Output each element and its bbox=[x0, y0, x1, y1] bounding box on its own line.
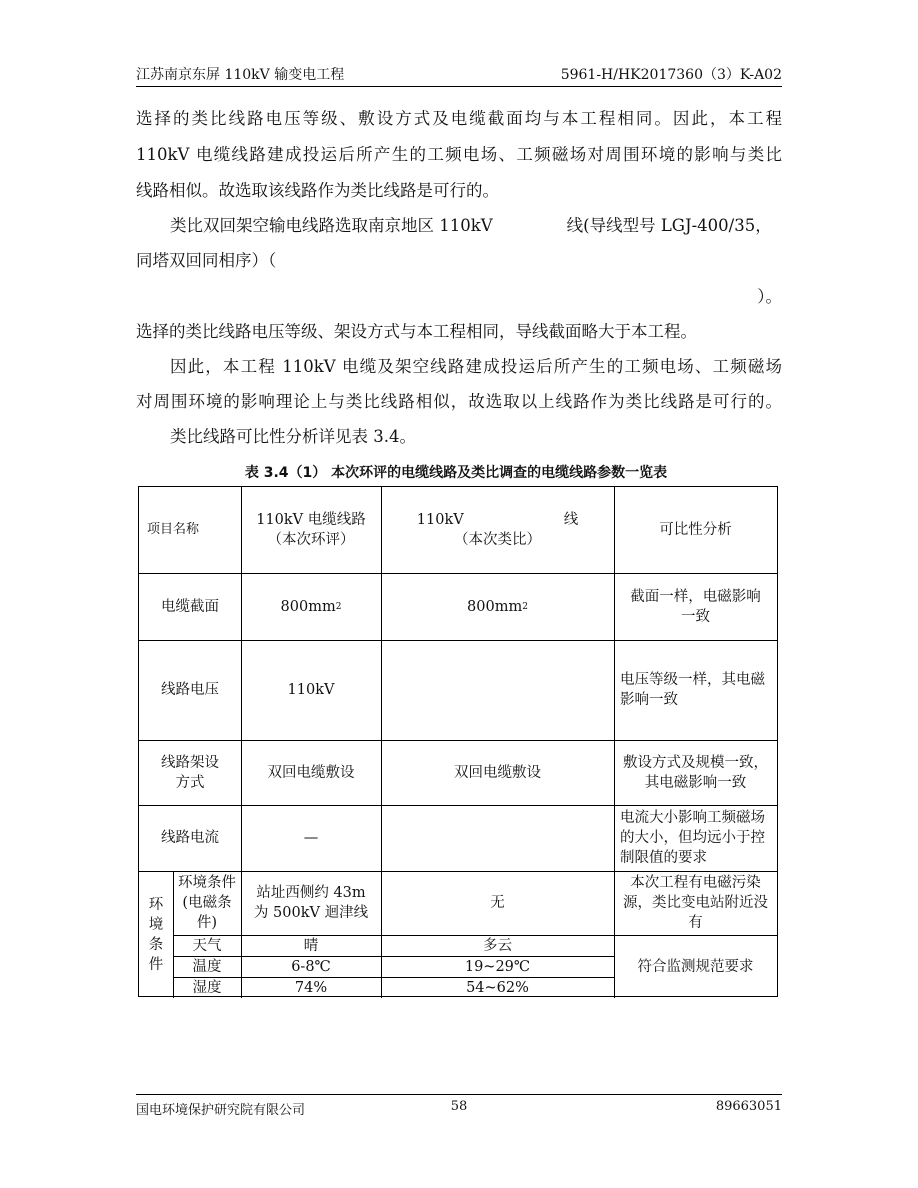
paragraph-line: 选择的类比线路电压等级、敷设方式及电缆截面均与本工程相同。因此，本工程 bbox=[136, 109, 782, 128]
row-label: 线路架设方式 bbox=[161, 754, 219, 791]
paragraph-line: 110kV 电缆线路建成投运后所产生的工频电场、工频磁场对周围环境的影响与类比 bbox=[136, 145, 782, 164]
page-number: 58 bbox=[450, 1099, 468, 1114]
header-line: 110kV 电缆线路 bbox=[256, 512, 366, 528]
header-line: （本次环评） bbox=[267, 532, 355, 548]
cell-analysis: 电压等级一样，其电磁影响一致 bbox=[620, 672, 765, 708]
paragraph-line: 对周围环境的影响理论上与类比线路相似，故选取以上线路作为类比线路是可行的。 bbox=[136, 392, 782, 411]
table-header-item: 项目名称 bbox=[147, 522, 200, 537]
cell-analysis: 符合监测规范要求 bbox=[637, 958, 754, 975]
header-project-name: 江苏南京东屏 110kV 输变电工程 bbox=[136, 67, 345, 83]
paragraph-fragment: 类比双回架空输电线路选取南京地区 110kV bbox=[170, 216, 493, 235]
page-header bbox=[136, 64, 782, 86]
env-humidity-label: 湿度 bbox=[192, 979, 222, 996]
cell-value bbox=[381, 640, 614, 740]
paragraph-line: 因此，本工程 110kV 电缆及架空线路建成投运后所产生的工频电场、工频磁场 bbox=[170, 357, 782, 376]
header-fragment: 线 bbox=[563, 512, 579, 528]
env-group-label: 环境条件 bbox=[148, 896, 164, 973]
header-rule bbox=[136, 86, 782, 87]
header-line: （本次类比） bbox=[454, 532, 541, 548]
page-footer bbox=[136, 1099, 782, 1119]
table-header-analysis: 可比性分析 bbox=[659, 522, 732, 538]
table-header-analog bbox=[381, 487, 614, 573]
cell-value: 晴 bbox=[303, 937, 319, 954]
paragraph-line: 选择的类比线路电压等级、架设方式与本工程相同，导线截面略大于本工程。 bbox=[136, 322, 697, 341]
env-temp-label: 温度 bbox=[192, 958, 222, 975]
env-weather-label: 天气 bbox=[192, 937, 222, 954]
cell-value: 800mm 2 bbox=[467, 598, 528, 615]
env-cond-label: 环境条件(电磁条件) bbox=[178, 875, 236, 931]
paragraph-line: 类比线路可比性分析详见表 3.4。 bbox=[170, 427, 416, 446]
cell-value: 110kV bbox=[287, 682, 335, 698]
cell-value: 双回电缆敷设 bbox=[454, 764, 541, 781]
cell-value bbox=[381, 805, 614, 871]
cell-value: 多云 bbox=[483, 937, 512, 954]
header-line bbox=[417, 510, 578, 530]
comparison-table bbox=[138, 486, 778, 997]
table-header-project bbox=[241, 487, 381, 573]
cell-analysis: 本次工程有电磁污染源，类比变电站附近没有 bbox=[623, 875, 768, 931]
cell-value: 800mm 2 bbox=[280, 598, 342, 615]
paragraph-line: ）。 bbox=[757, 287, 782, 306]
cell-value: 双回电缆敷设 bbox=[267, 764, 355, 781]
cell-value: 19~29℃ bbox=[464, 958, 531, 975]
cell-value: — bbox=[303, 830, 319, 846]
paragraph-fragment: 线(导线型号 LGJ-400/35， bbox=[566, 216, 772, 235]
footer-rule bbox=[136, 1094, 782, 1095]
cell-analysis: 敷设方式及规模一致，其电磁影响一致 bbox=[623, 754, 768, 791]
cell-analysis: 截面一样，电磁影响一致 bbox=[630, 588, 761, 625]
paragraph-line: 同塔双回同相序）（ bbox=[136, 251, 277, 270]
cell-text: 800mm bbox=[280, 598, 336, 615]
cell-value: 6-8℃ bbox=[291, 958, 331, 975]
cell-value: 54~62% bbox=[466, 979, 529, 996]
paragraph-line bbox=[136, 214, 782, 238]
cell-value: 无 bbox=[490, 895, 505, 911]
cell-value: 74% bbox=[294, 979, 328, 996]
row-label: 线路电流 bbox=[161, 830, 219, 846]
footer-code: 89663051 bbox=[715, 1099, 782, 1114]
header-fragment: 110kV bbox=[416, 512, 464, 528]
table-caption: 表 3.4（1） 本次环评的电缆线路及类比调查的电缆线路参数一览表 bbox=[244, 465, 668, 481]
row-label: 电缆截面 bbox=[161, 598, 219, 615]
cell-value: 站址西侧约 43m 为 500kV 迴津线 bbox=[253, 885, 369, 921]
cell-analysis: 电流大小影响工频磁场的大小，但均远小于控制限值的要求 bbox=[620, 810, 765, 866]
cell-text: 800mm bbox=[467, 598, 523, 615]
row-label: 线路电压 bbox=[161, 682, 219, 698]
paragraph-line: 线路相似。故选取该线路作为类比线路是可行的。 bbox=[136, 181, 499, 200]
header-document-code: 5961-H/HK2017360（3）K-A02 bbox=[560, 67, 782, 83]
footer-organization: 国电环境保护研究院有限公司 bbox=[136, 1103, 306, 1118]
